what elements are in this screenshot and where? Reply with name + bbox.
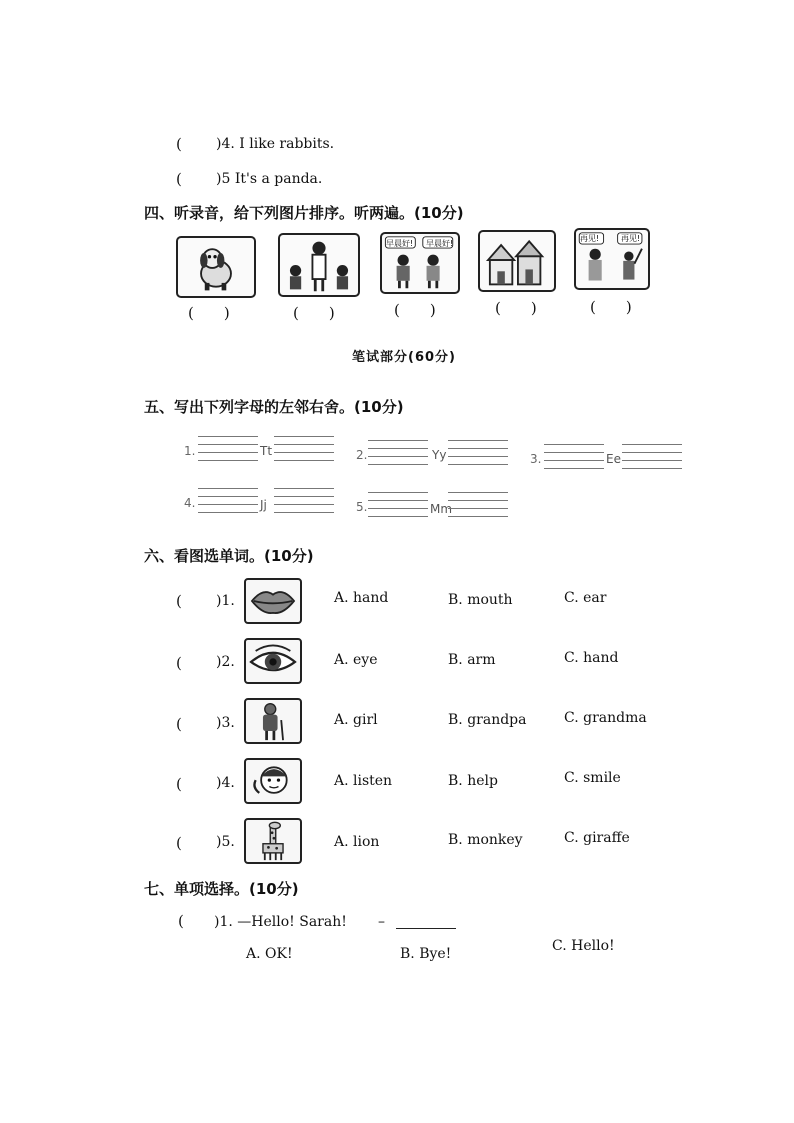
answer-paren-open: ( (176, 170, 182, 188)
option-a[interactable]: A. OK! (246, 946, 293, 962)
given-letter: Yy (432, 448, 447, 462)
option-b[interactable]: B. mouth (448, 592, 513, 608)
dialogue-dash: – (378, 914, 385, 930)
given-letter: Mm (430, 502, 453, 516)
order-answer-blank-5[interactable]: ( ) (590, 298, 632, 316)
picture-dog (176, 236, 256, 298)
speech-bubble: 再见! (580, 234, 600, 243)
option-a[interactable]: A. girl (334, 712, 378, 728)
given-letter: Tt (260, 444, 273, 458)
lips-icon (246, 580, 300, 622)
written-part-label: 笔试部分(60分) (352, 350, 456, 365)
letter-item-4: 4. Jj (180, 486, 330, 522)
speech-bubble: 再见! (621, 234, 641, 243)
item-number: )2. (216, 654, 235, 670)
order-answer-blank-3[interactable]: ( ) (394, 301, 436, 319)
teacher-children-icon (280, 235, 358, 295)
eye-icon (246, 640, 300, 682)
item-number: )5. (216, 834, 235, 850)
option-c[interactable]: C. Hello! (552, 938, 615, 954)
speech-bubble: 早晨好! (386, 239, 414, 248)
option-a[interactable]: A. eye (334, 652, 378, 668)
question-1-text: )1. —Hello! Sarah! (214, 914, 347, 930)
answer-paren[interactable]: ( (176, 715, 182, 733)
order-answer-blank-4[interactable]: ( ) (495, 299, 537, 317)
answer-lines-left[interactable] (544, 444, 604, 474)
answer-lines-left[interactable] (198, 436, 258, 466)
given-letter: Jj (260, 498, 267, 512)
option-c[interactable]: C. grandma (564, 710, 647, 726)
option-b[interactable]: B. monkey (448, 832, 523, 848)
section-4-heading: 四、听录音，给下列图片排序。听两遍。(10分) (144, 204, 464, 222)
option-c[interactable]: C. ear (564, 590, 607, 606)
option-a[interactable]: A. listen (334, 773, 393, 789)
town-buildings-icon (480, 232, 554, 290)
dog-icon (178, 238, 254, 296)
answer-lines-left[interactable] (198, 488, 258, 518)
item-number: )1. (216, 593, 235, 609)
giraffe-icon (246, 820, 300, 862)
picture-eye (244, 638, 302, 684)
answer-paren-open: ( (176, 135, 182, 153)
answer-lines-right[interactable] (274, 436, 334, 466)
item-number: )3. (216, 715, 235, 731)
answer-lines-right[interactable] (622, 444, 682, 474)
option-b[interactable]: B. Bye! (400, 946, 452, 962)
option-c[interactable]: C. giraffe (564, 830, 630, 846)
answer-paren[interactable]: ( (176, 834, 182, 852)
letter-item-1: 1. Tt (180, 432, 330, 468)
section-6-heading: 六、看图选单词。(10分) (144, 547, 314, 565)
answer-lines-right[interactable] (274, 488, 334, 518)
picture-grandpa (244, 698, 302, 744)
answer-blank-line[interactable] (396, 928, 456, 929)
section-5-heading: 五、写出下列字母的左邻右舍。(10分) (144, 398, 404, 416)
option-a[interactable]: A. hand (334, 590, 389, 606)
picture-listening-boy (244, 758, 302, 804)
speech-bubble: 早晨好! (426, 239, 454, 248)
given-letter: Ee (606, 452, 621, 466)
order-answer-blank-1[interactable]: ( ) (188, 304, 230, 322)
letter-item-5: 5. Mm (352, 490, 512, 526)
answer-paren[interactable]: ( (178, 912, 184, 930)
item-number: )4. (216, 775, 235, 791)
order-answer-blank-2[interactable]: ( ) (293, 304, 335, 322)
picture-town (478, 230, 556, 292)
picture-teacher-kids (278, 233, 360, 297)
answer-lines-right[interactable] (448, 440, 508, 470)
answer-paren[interactable]: ( (176, 775, 182, 793)
option-b[interactable]: B. help (448, 773, 498, 789)
grandpa-icon (246, 700, 300, 742)
option-b[interactable]: B. grandpa (448, 712, 527, 728)
statement-5: )5 It's a panda. (216, 171, 323, 187)
listening-boy-icon (246, 760, 300, 802)
picture-good-morning (380, 232, 460, 294)
option-b[interactable]: B. arm (448, 652, 496, 668)
answer-paren[interactable]: ( (176, 592, 182, 610)
letter-item-3: 3. Ee (526, 440, 686, 476)
picture-giraffe (244, 818, 302, 864)
picture-lips (244, 578, 302, 624)
letter-item-2: 2. Yy (352, 436, 512, 472)
statement-4: )4. I like rabbits. (216, 136, 335, 152)
option-c[interactable]: C. hand (564, 650, 619, 666)
answer-lines-left[interactable] (368, 440, 428, 470)
answer-paren[interactable]: ( (176, 654, 182, 672)
option-c[interactable]: C. smile (564, 770, 621, 786)
section-7-heading: 七、单项选择。(10分) (144, 880, 299, 898)
option-a[interactable]: A. lion (334, 834, 380, 850)
answer-lines-right[interactable] (448, 492, 508, 522)
answer-lines-left[interactable] (368, 492, 428, 522)
picture-goodbye (574, 228, 650, 290)
